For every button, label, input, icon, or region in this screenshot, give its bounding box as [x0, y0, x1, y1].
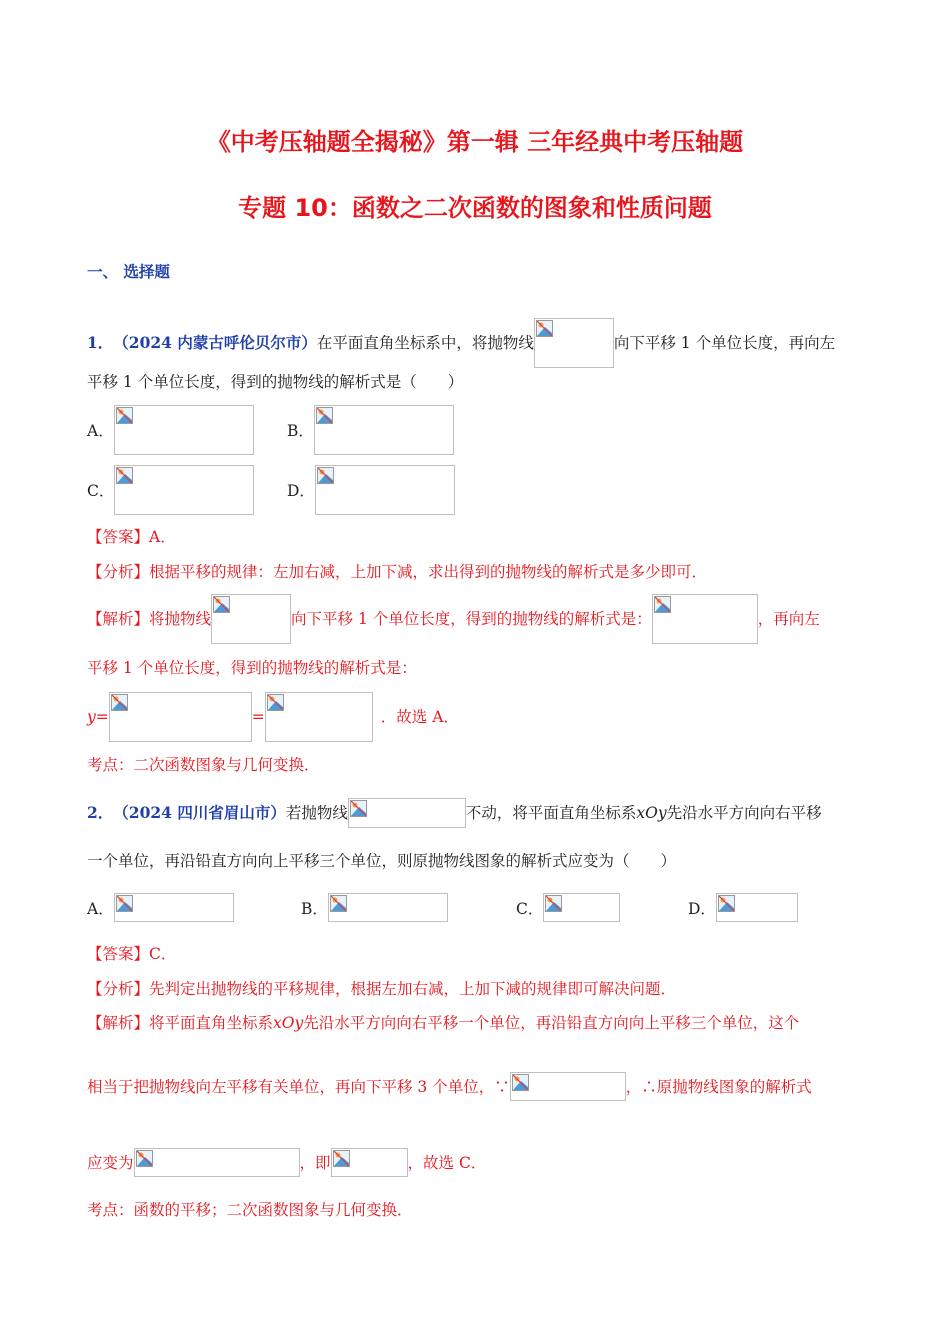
broken-image-icon	[545, 895, 562, 912]
option-label: D．	[688, 899, 716, 918]
analysis-tag: 【分析】	[87, 563, 150, 581]
q1-stem-line2	[87, 372, 463, 392]
solution-text: ，故选 C．	[407, 1153, 487, 1172]
option-label: A．	[87, 899, 114, 918]
solution-text: 将平面直角坐标系	[149, 1014, 274, 1032]
q1-text-a: 在平面直角坐标系中，将抛物线	[316, 334, 534, 352]
option-label: C．	[516, 899, 544, 918]
solution-text: ，即	[299, 1153, 331, 1172]
answer-value: A．	[149, 528, 176, 546]
broken-image-icon	[536, 320, 553, 337]
q2-knowledge-point	[87, 1200, 413, 1220]
option-label: B．	[301, 899, 328, 918]
broken-image-icon	[317, 467, 334, 484]
document-subtitle: 专题 10：函数之二次函数的图象和性质问题	[238, 194, 712, 222]
broken-image-icon	[333, 1150, 350, 1167]
broken-image-icon	[330, 895, 347, 912]
formula-image	[315, 465, 455, 515]
option-label: D．	[287, 482, 315, 500]
q1-stem-text: 平移 1 个单位长度，得到的抛物线的解析式是（ ）	[87, 373, 464, 391]
formula-image	[114, 465, 254, 515]
q1-knowledge-point	[87, 755, 320, 775]
q1-option-c[interactable]	[87, 465, 254, 515]
analysis-text: 根据平移的规律：左加右减，上加下减，求出得到的抛物线的解析式是多少即可．	[149, 563, 708, 581]
solution-tag: 【解析】	[87, 610, 150, 628]
analysis-tag: 【分析】	[87, 980, 150, 998]
q1-text-b: 向下平移 1 个单位长度，再向左	[613, 334, 836, 352]
q2-option-c[interactable]	[516, 893, 620, 922]
knowledge-point: 考点：二次函数图象与几何变换．	[87, 756, 320, 774]
broken-image-icon	[111, 694, 128, 711]
broken-image-icon	[267, 694, 284, 711]
broken-image-icon	[116, 895, 133, 912]
solution-text: 平移 1 个单位长度，得到的抛物线的解析式是：	[87, 659, 417, 677]
q1-analysis	[87, 562, 707, 582]
formula-image	[348, 798, 466, 828]
q2-solution-line3	[87, 1148, 486, 1177]
q1-source: （2024 内蒙古呼伦贝尔市）	[113, 333, 317, 352]
solution-text: ，∴原抛物线图象的解析式	[625, 1077, 812, 1096]
answer-value: C．	[149, 945, 177, 963]
formula-image	[328, 893, 448, 922]
broken-image-icon	[718, 895, 735, 912]
solution-tag: 【解析】	[87, 1014, 150, 1032]
q1-solution-line3	[87, 692, 459, 742]
q1-solution-line1	[87, 594, 820, 644]
q1-option-a[interactable]	[87, 405, 254, 455]
q1-solution-line2	[87, 658, 417, 678]
solution-text: 将抛物线	[149, 610, 212, 628]
option-label: B．	[287, 422, 314, 440]
variable-y: y	[87, 708, 96, 726]
q2-analysis	[87, 979, 676, 999]
section-label: 一、 选择题	[87, 262, 170, 281]
q2-text-c: 先沿水平方向向右平移	[666, 804, 822, 822]
q2-stem-line1	[87, 798, 822, 828]
broken-image-icon	[316, 407, 333, 424]
formula-image	[134, 1148, 300, 1177]
formula-image	[114, 405, 254, 455]
equals-sign: =	[251, 708, 265, 726]
formula-image	[109, 692, 252, 742]
q1-number: 1．	[87, 333, 114, 352]
analysis-text: 先判定出抛物线的平移规律，根据左加右减，上加下减的规律即可解决问题．	[149, 980, 677, 998]
q2-solution-line1	[87, 1013, 799, 1033]
q2-answer	[87, 944, 176, 964]
q2-xoy: xOy	[273, 1014, 304, 1032]
option-label: A．	[87, 422, 114, 440]
broken-image-icon	[654, 596, 671, 613]
solution-text: 向下平移 1 个单位长度，得到的抛物线的解析式是：	[291, 610, 652, 628]
knowledge-point: 考点：函数的平移；二次函数图象与几何变换．	[87, 1201, 413, 1219]
q1-option-d[interactable]	[287, 465, 455, 515]
formula-image	[314, 405, 454, 455]
formula-image	[543, 893, 620, 922]
solution-text: 相当于把抛物线向左平移有关单位，再向下平移 3 个单位，∵	[87, 1077, 510, 1096]
q1-answer	[87, 527, 176, 547]
solution-text: ，再向左	[757, 610, 820, 628]
answer-tag: 【答案】	[87, 528, 150, 546]
formula-image	[331, 1148, 408, 1177]
broken-image-icon	[350, 800, 367, 817]
option-label: C．	[87, 482, 115, 500]
document-title: 《中考压轴题全揭秘》第一辑 三年经典中考压轴题	[206, 128, 744, 156]
q2-text-b: 不动，将平面直角坐标系	[465, 804, 637, 822]
q2-option-d[interactable]	[688, 893, 798, 922]
answer-tag: 【答案】	[87, 945, 150, 963]
broken-image-icon	[116, 407, 133, 424]
q2-text-a: 若抛物线	[285, 804, 348, 822]
q1-stem-line1	[87, 318, 835, 368]
broken-image-icon	[213, 596, 230, 613]
formula-image	[114, 893, 234, 922]
formula-image	[265, 692, 373, 742]
solution-end: ．故选 A．	[380, 708, 459, 726]
formula-image	[652, 594, 758, 644]
section-heading	[87, 262, 170, 282]
q2-stem-text: 一个单位，再沿铅直方向向上平移三个单位，则原抛物线图象的解析式应变为（ ）	[87, 852, 677, 870]
broken-image-icon	[116, 467, 133, 484]
equals-sign: =	[95, 708, 109, 726]
broken-image-icon	[136, 1150, 153, 1167]
q2-number: 2．	[87, 803, 114, 822]
q2-option-b[interactable]	[301, 893, 448, 922]
q2-stem-line2	[87, 851, 676, 871]
solution-text: 先沿水平方向向右平移一个单位，再沿铅直方向向上平移三个单位，这个	[303, 1014, 800, 1032]
solution-text: 应变为	[87, 1153, 134, 1172]
q2-solution-line2	[87, 1072, 812, 1101]
formula-image	[510, 1072, 626, 1101]
q2-option-a[interactable]	[87, 893, 234, 922]
formula-image	[534, 318, 614, 368]
q2-xoy: xOy	[636, 804, 667, 822]
formula-image	[716, 893, 798, 922]
broken-image-icon	[512, 1074, 529, 1091]
q1-option-b[interactable]	[287, 405, 454, 455]
formula-image	[211, 594, 291, 644]
q2-source: （2024 四川省眉山市）	[113, 803, 286, 822]
